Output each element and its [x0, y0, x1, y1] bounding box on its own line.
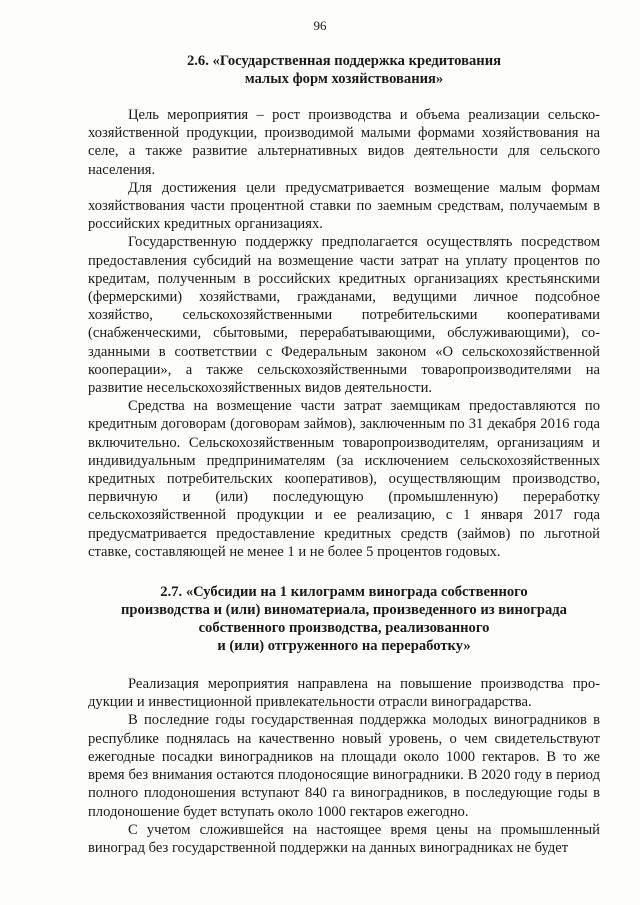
section-2-7-heading: [88, 583, 600, 655]
heading-line: малых форм хозяйствования»: [244, 71, 444, 87]
heading-line: и (или) отгруженного на переработку»: [217, 638, 471, 655]
heading-line: 2.6. «Государственная поддержка кредитования: [186, 53, 501, 69]
paragraph: Реализация мероприятия направлена на повышение производства продукции и инвестиционной привлекательности отрасли виноградарства.: [88, 676, 600, 711]
paragraph: В последние годы государственная поддержка молодых виноградников в республике поднялась на качественно новый уровень, о чем свидетельствуют ежегодные посадки виноградников на площади около 1000 гектаров. В то же время без внимания остаются плодоносящие виноградники. В 2020 году в период полного плодоношения вступают 840 га виноградников, в последующие годы в плодоношение будет вступать около 1000 гектаров ежегодно.: [88, 712, 600, 820]
page-content: [88, 52, 600, 857]
heading-line: 2.7. «Субсидии на 1 килограмм винограда собственного: [160, 584, 528, 601]
paragraph: Средства на возмещение части затрат заемщикам предоставляются по кредитным договорам (договорам займов), заключенным по 31 декабря 2016 года включительно. Сельскохозяйственным товаропроизводителям, организациям и индивидуальным предпринимателям (за исключением сельскохозяйственных кредитных потребительских кооперативов), осуществляющим производство, первичную и (или) последующую (промышленную) переработку сельскохозяйственной продукции и ее реализацию, с 1 января 2017 года предусматривается предоставление кредитных средств (займов) по льготной ставке, составляющей не менее 1 и не более 5 процентов годовых.: [88, 398, 600, 560]
heading-line: производства и (или) виноматериала, произведенного из винограда: [121, 602, 567, 619]
paragraph: Для достижения цели предусматривается возмещение малым формам хозяйствования части процентной ставки по заемным средствам, получаемым в российских кредитных организациях.: [88, 179, 600, 233]
paragraph: Государственную поддержку предполагается осуществлять посредством предоставления субсидий на возмещение части затрат на уплату процентов по кредитам, полученным в российских кредитных организациях крестьянскими (фермерскими) хозяйствами, гражданами, ведущими личное подсобное хозяйство, сельскохозяйственными потребительскими кооперативами (снабженческими, сбытовыми, перерабатывающими, обслуживающими), созданными в соответствии с Федеральным законом «О сельскохозяйственной кооперации», а также сельскохозяйственными товаропроизводителями на развитие несельскохозяйственных видов деятельности.: [88, 234, 600, 397]
page-number: 96: [313, 18, 327, 33]
paragraph: Цель мероприятия – рост производства и объема реализации сельскохозяйственной продукции, производимой малыми формами хозяйствования на селе, а также развитие альтернативных видов деятельности для сельского населения.: [88, 107, 600, 178]
section-2-6-heading: [88, 52, 600, 88]
paragraph: С учетом сложившейся на настоящее время цены на промышленный виноград без государственной поддержки на данных виноградниках не будет: [88, 821, 600, 856]
heading-line: собственного производства, реализованного: [198, 620, 490, 637]
